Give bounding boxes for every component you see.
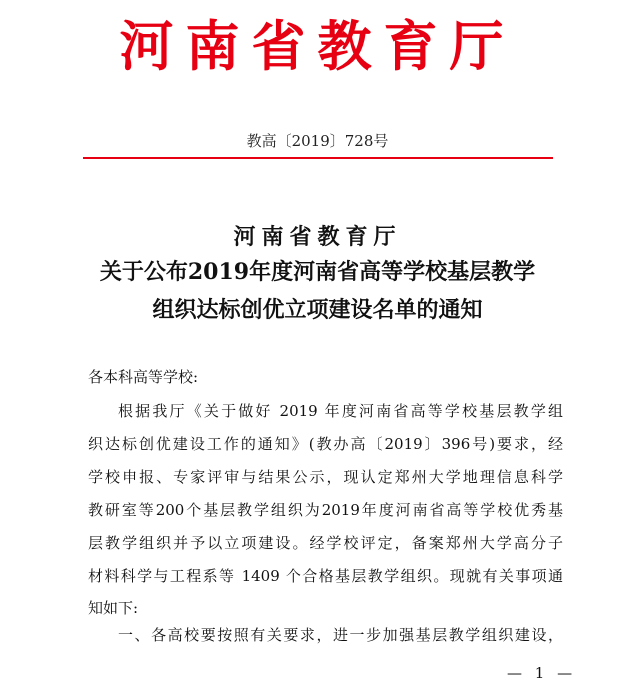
salutation: 各本科高等学校: xyxy=(88,368,199,386)
notice-title-line-2: 组织达标创优立项建设名单的通知 xyxy=(152,297,483,323)
body-paragraph-line: 一、各高校要按照有关要求，进一步加强基层教学组织建设， xyxy=(118,626,563,644)
body-paragraph-line: 教研室等200个基层教学组织为2019年度河南省高等学校优秀基 xyxy=(88,501,563,519)
document-number: 教高〔2019〕728号 xyxy=(246,132,389,150)
body-paragraph-line: 材料科学与工程系等 1409 个合格基层教学组织。现就有关事项通 xyxy=(88,567,563,585)
body-paragraph-line: 知如下: xyxy=(88,599,139,617)
page-number: — 1 — xyxy=(507,664,577,682)
notice-title-line-1: 关于公布2019年度河南省高等学校基层教学 xyxy=(99,259,536,285)
masthead-title: 河南省教育厅 xyxy=(119,15,516,78)
body-paragraph-line: 织达标创优建设工作的通知》(教办高〔2019〕396号)要求，经 xyxy=(88,435,563,453)
body-paragraph-line: 层教学组织并予以立项建设。经学校评定，备案郑州大学高分子 xyxy=(88,534,563,552)
body-paragraph-line: 学校申报、专家评审与结果公示，现认定郑州大学地理信息科学 xyxy=(88,468,563,486)
body-paragraph-line: 根据我厅《关于做好 2019 年度河南省高等学校基层教学组 xyxy=(118,402,563,420)
red-divider-line xyxy=(83,157,553,159)
notice-title-issuer: 河南省教育厅 xyxy=(233,224,402,250)
